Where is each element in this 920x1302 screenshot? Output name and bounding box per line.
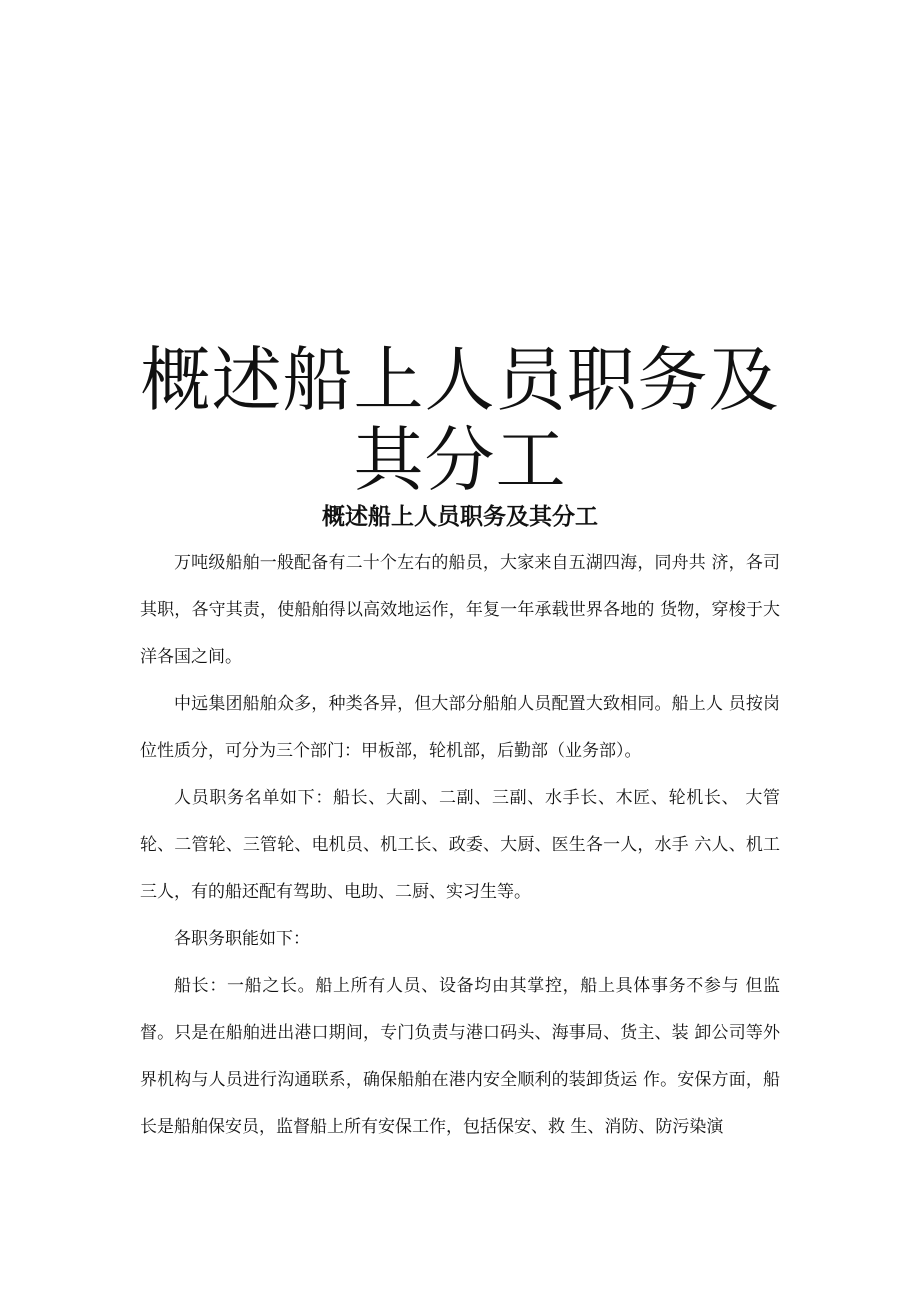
body-text (140, 540, 780, 1151)
paragraph-intro: 万吨级船舶一般配备有二十个左右的船员，大家来自五湖四海，同舟共 济，各司其职，各守其责，使船舶得以高效地运作，年复一年承载世界各地的 货物，穿梭于大洋各国之间。 (140, 553, 780, 667)
paragraph-captain: 船长：一船之长。船上所有人员、设备均由其掌控，船上具体事务不参与 但监督。只是在船舶进出港口期间，专门负责与港口码头、海事局、货主、装 卸公司等外界机构与人员进行沟通联系，确保船舶在港内安全顺利的装卸货运 作。安保方面，船长是船舶保安员，监督船上所有安保工作，包括保安、救 生、消防、防污染演 (140, 976, 780, 1137)
paragraph-roster: 人员职务名单如下：船长、大副、二副、三副、水手长、木匠、轮机长、 大管轮、二管轮、三管轮、电机员、机工长、政委、大厨、医生各一人，水手 六人、机工三人，有的船还配有驾助、电助、二厨、实习生等。 (140, 788, 780, 902)
paragraph-departments: 中远集团船舶众多，种类各异，但大部分船舶人员配置大致相同。船上人 员按岗位性质分，可分为三个部门：甲板部，轮机部，后勤部（业务部）。 (140, 694, 780, 761)
main-title-line-1: 概述船上人员职务及 (140, 339, 780, 421)
main-title (0, 340, 920, 500)
main-title-line-2: 其分工 (353, 419, 567, 501)
paragraph-duties-heading: 各职务职能如下： (174, 929, 310, 949)
subtitle: 概述船上人员职务及其分工 (322, 504, 598, 530)
